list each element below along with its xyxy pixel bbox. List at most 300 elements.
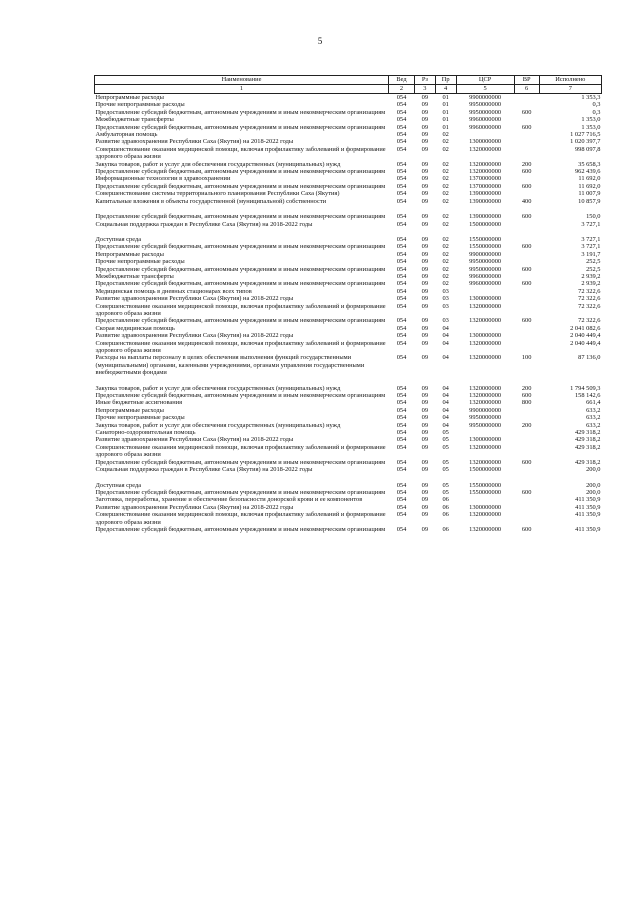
cell-rz: 09 bbox=[421, 258, 429, 266]
table-row bbox=[95, 124, 602, 131]
cell-name: Санаторно-оздоровительная помощь bbox=[95, 429, 196, 437]
cell-name: Социальная поддержка граждан в Республике Саха (Якутия) на 2018-2022 годы bbox=[95, 220, 313, 228]
cell-pr: 02 bbox=[442, 131, 449, 139]
cell-sum: 10 857,9 bbox=[578, 197, 601, 205]
cell-sum: 158 142,6 bbox=[574, 392, 601, 400]
cell-sum: 11 692,0 bbox=[578, 182, 601, 190]
cell-sum: 0,3 bbox=[592, 101, 601, 109]
table-row bbox=[95, 146, 602, 161]
cell-pr: 03 bbox=[442, 317, 449, 325]
cell-name: Развитие здравоохранения Республики Саха (Якутия) на 2018-2022 годы bbox=[95, 503, 294, 511]
table-row bbox=[95, 436, 602, 443]
cell-rz: 09 bbox=[421, 399, 429, 407]
cell-rz: 09 bbox=[421, 511, 429, 519]
cell-pr: 05 bbox=[442, 488, 449, 496]
cell-rz: 09 bbox=[421, 339, 429, 347]
cell-name: Прочие непрограммные расходы bbox=[95, 414, 185, 422]
table-row bbox=[95, 414, 602, 421]
column-header-ved: Вед bbox=[389, 76, 415, 85]
table-row bbox=[95, 332, 602, 339]
cell-vr bbox=[514, 303, 539, 318]
cell-ved: 054 bbox=[396, 250, 407, 258]
cell-pr: 05 bbox=[442, 458, 449, 466]
cell-sum: 1 353,0 bbox=[581, 123, 601, 131]
cell-pr: 02 bbox=[442, 197, 449, 205]
table-row bbox=[95, 198, 602, 213]
cell-rz: 09 bbox=[421, 116, 429, 124]
cell-vr bbox=[514, 190, 539, 197]
cell-vr bbox=[514, 444, 539, 459]
cell-pr: 02 bbox=[442, 220, 449, 228]
cell-sum: 3 727,1 bbox=[581, 220, 601, 228]
cell-csr: 1390000000 bbox=[469, 190, 502, 198]
table-row bbox=[95, 221, 602, 236]
cell-name: Совершенствование оказания медицинской помощи, включая профилактику заболеваний и формирование здорового образа жизни bbox=[95, 339, 386, 354]
cell-vr bbox=[514, 407, 539, 414]
cell-name: Развитие здравоохранения Республики Саха (Якутия) на 2018-2022 годы bbox=[95, 295, 294, 303]
cell-rz: 09 bbox=[421, 392, 429, 400]
cell-vr bbox=[514, 325, 539, 332]
cell-sum: 1 353,0 bbox=[581, 116, 601, 124]
cell-csr: 1320000000 bbox=[469, 145, 502, 153]
cell-csr bbox=[456, 131, 514, 138]
cell-name: Предоставление субсидий бюджетным, автономным учреждениям и иным некоммерческим организациям bbox=[95, 182, 386, 190]
table-row bbox=[95, 213, 602, 220]
table-row bbox=[95, 459, 602, 466]
cell-vr bbox=[514, 258, 539, 265]
column-number: 2 bbox=[389, 85, 415, 94]
cell-ved: 054 bbox=[396, 399, 407, 407]
cell-vr: 200 bbox=[521, 384, 532, 392]
cell-ved: 054 bbox=[396, 280, 407, 288]
cell-ved: 054 bbox=[396, 131, 407, 139]
cell-csr: 1320000000 bbox=[469, 443, 502, 451]
cell-name: Предоставление субсидий бюджетным, автономным учреждениям и иным некоммерческим организациям bbox=[95, 123, 386, 131]
cell-sum: 429 318,2 bbox=[574, 429, 601, 437]
cell-rz: 09 bbox=[421, 466, 429, 474]
table-row bbox=[95, 236, 602, 243]
cell-name: Развитие здравоохранения Республики Саха (Якутия) на 2018-2022 годы bbox=[95, 436, 294, 444]
cell-name: Капитальные вложения в объекты государственной (муниципальной) собственности bbox=[95, 197, 327, 205]
cell-pr: 02 bbox=[442, 145, 449, 153]
cell-pr: 04 bbox=[442, 414, 449, 422]
cell-csr: 9900000000 bbox=[469, 406, 502, 414]
table-row bbox=[95, 444, 602, 459]
cell-pr: 04 bbox=[442, 421, 449, 429]
table-row bbox=[95, 273, 602, 280]
cell-csr: 1390000000 bbox=[469, 213, 502, 221]
column-number: 3 bbox=[414, 85, 435, 94]
cell-rz: 09 bbox=[421, 488, 429, 496]
cell-sum: 2 040 449,4 bbox=[570, 339, 601, 347]
cell-vr bbox=[514, 138, 539, 145]
column-number-row bbox=[95, 85, 602, 94]
cell-csr: 1300000000 bbox=[469, 436, 502, 444]
cell-rz: 09 bbox=[421, 414, 429, 422]
cell-vr bbox=[514, 273, 539, 280]
cell-vr: 600 bbox=[521, 280, 532, 288]
budget-execution-table bbox=[94, 75, 602, 533]
table-row bbox=[95, 429, 602, 436]
cell-csr: 9950000000 bbox=[469, 108, 502, 116]
cell-ved: 054 bbox=[396, 108, 407, 116]
column-header-name: Наименование bbox=[95, 76, 389, 85]
cell-ved: 054 bbox=[396, 182, 407, 190]
cell-pr: 01 bbox=[442, 123, 449, 131]
cell-ved: 054 bbox=[396, 488, 407, 496]
cell-vr: 600 bbox=[521, 168, 532, 176]
cell-rz: 09 bbox=[421, 421, 429, 429]
table-row bbox=[95, 101, 602, 108]
cell-rz: 09 bbox=[421, 175, 429, 183]
table-row bbox=[95, 161, 602, 168]
cell-rz: 09 bbox=[421, 384, 429, 392]
cell-sum: 72 322,6 bbox=[578, 295, 601, 303]
cell-pr: 05 bbox=[442, 443, 449, 451]
cell-sum: 429 318,2 bbox=[574, 436, 601, 444]
cell-vr: 600 bbox=[521, 213, 532, 221]
cell-sum: 2 041 082,6 bbox=[570, 324, 601, 332]
cell-pr: 04 bbox=[442, 406, 449, 414]
column-number: 1 bbox=[95, 85, 389, 94]
cell-ved: 054 bbox=[396, 443, 407, 451]
cell-csr: 9900000000 bbox=[469, 250, 502, 258]
cell-name: Развитие здравоохранения Республики Саха (Якутия) на 2018-2022 годы bbox=[95, 138, 294, 146]
cell-name: Прочие непрограммные расходы bbox=[95, 101, 185, 109]
cell-ved: 054 bbox=[396, 429, 407, 437]
cell-rz: 09 bbox=[421, 496, 429, 504]
cell-pr: 01 bbox=[442, 108, 449, 116]
cell-vr bbox=[514, 511, 539, 526]
cell-name: Скорая медицинская помощь bbox=[95, 324, 175, 332]
cell-ved: 054 bbox=[396, 466, 407, 474]
cell-sum: 411 350,9 bbox=[575, 503, 601, 511]
cell-pr: 02 bbox=[442, 160, 449, 168]
column-number: 6 bbox=[514, 85, 539, 94]
cell-csr: 1550000000 bbox=[469, 235, 502, 243]
cell-rz: 09 bbox=[421, 332, 429, 340]
cell-rz: 09 bbox=[421, 182, 429, 190]
cell-csr: 9960000000 bbox=[469, 116, 502, 124]
cell-pr: 04 bbox=[442, 399, 449, 407]
cell-ved: 054 bbox=[396, 94, 407, 101]
cell-name: Иные бюджетные ассигнования bbox=[95, 399, 183, 407]
cell-name: Предоставление субсидий бюджетным, автономным учреждениям и иным некоммерческим организациям bbox=[95, 243, 386, 251]
cell-vr bbox=[514, 429, 539, 436]
cell-vr: 600 bbox=[521, 182, 532, 190]
cell-vr: 600 bbox=[521, 123, 532, 131]
cell-vr: 800 bbox=[521, 399, 532, 407]
cell-vr: 200 bbox=[521, 421, 532, 429]
cell-pr: 06 bbox=[442, 496, 449, 504]
cell-ved: 054 bbox=[396, 436, 407, 444]
cell-csr: 1550000000 bbox=[469, 488, 502, 496]
cell-name: Расходы на выплаты персоналу в целях обеспечения выполнения функций государственными (муниципальными) органами, казенными учреждениями, органами управления государственными внебюджетными фондами bbox=[95, 354, 365, 377]
cell-rz: 09 bbox=[421, 324, 429, 332]
cell-name: Непрограммные расходы bbox=[95, 94, 164, 101]
cell-name: Медицинская помощь в дневных стационарах всех типов bbox=[95, 287, 252, 295]
cell-pr: 04 bbox=[442, 339, 449, 347]
cell-pr: 02 bbox=[442, 265, 449, 273]
cell-rz: 09 bbox=[421, 123, 429, 131]
cell-pr: 02 bbox=[442, 272, 449, 280]
cell-sum: 411 350,9 bbox=[575, 496, 601, 504]
cell-ved: 054 bbox=[396, 295, 407, 303]
cell-pr: 04 bbox=[442, 324, 449, 332]
cell-name: Непрограммные расходы bbox=[95, 406, 164, 414]
cell-name: Развитие здравоохранения Республики Саха (Якутия) на 2018-2022 годы bbox=[95, 332, 294, 340]
cell-rz: 09 bbox=[421, 317, 429, 325]
cell-ved: 054 bbox=[396, 511, 407, 519]
cell-pr: 06 bbox=[442, 503, 449, 511]
cell-rz: 09 bbox=[421, 443, 429, 451]
cell-sum: 3 191,7 bbox=[581, 250, 601, 258]
table-body bbox=[95, 94, 602, 534]
cell-name: Предоставление субсидий бюджетным, автономным учреждениям и иным некоммерческим организациям bbox=[95, 108, 386, 116]
cell-pr: 05 bbox=[442, 481, 449, 489]
cell-csr: 1320000000 bbox=[469, 525, 502, 533]
cell-pr: 02 bbox=[442, 175, 449, 183]
cell-ved: 054 bbox=[396, 243, 407, 251]
cell-rz: 09 bbox=[421, 458, 429, 466]
cell-csr bbox=[456, 325, 514, 332]
cell-ved: 054 bbox=[396, 481, 407, 489]
cell-vr: 600 bbox=[521, 265, 532, 273]
cell-pr: 02 bbox=[442, 138, 449, 146]
cell-vr bbox=[514, 504, 539, 511]
cell-name: Предоставление субсидий бюджетным, автономным учреждениям и иным некоммерческим организациям bbox=[95, 168, 386, 176]
cell-vr: 400 bbox=[521, 197, 532, 205]
cell-vr bbox=[514, 101, 539, 108]
cell-csr bbox=[456, 288, 514, 295]
cell-rz: 09 bbox=[421, 429, 429, 437]
cell-rz: 09 bbox=[421, 436, 429, 444]
cell-ved: 054 bbox=[396, 123, 407, 131]
cell-vr bbox=[514, 146, 539, 161]
cell-pr: 02 bbox=[442, 243, 449, 251]
table-row bbox=[95, 489, 602, 496]
column-number: 4 bbox=[435, 85, 456, 94]
cell-csr: 1320000000 bbox=[469, 160, 502, 168]
cell-csr: 1300000000 bbox=[469, 138, 502, 146]
cell-ved: 054 bbox=[396, 213, 407, 221]
table-row bbox=[95, 168, 602, 175]
cell-csr: 9950000000 bbox=[469, 421, 502, 429]
cell-sum: 35 658,3 bbox=[578, 160, 601, 168]
cell-csr: 1320000000 bbox=[469, 511, 502, 519]
cell-name: Социальная поддержка граждан в Республике Саха (Якутия) на 2018-2022 годы bbox=[95, 466, 313, 474]
cell-sum: 633,2 bbox=[586, 421, 601, 429]
cell-vr bbox=[514, 116, 539, 123]
cell-pr: 02 bbox=[442, 280, 449, 288]
cell-sum: 0,3 bbox=[592, 108, 601, 116]
cell-name: Совершенствование оказания медицинской помощи, включая профилактику заболеваний и формирование здорового образа жизни bbox=[95, 443, 386, 459]
column-header-rz: Рз bbox=[414, 76, 435, 85]
cell-pr: 04 bbox=[442, 354, 449, 362]
cell-pr: 02 bbox=[442, 190, 449, 198]
table-row bbox=[95, 190, 602, 197]
cell-pr: 02 bbox=[442, 182, 449, 190]
table-row bbox=[95, 94, 602, 102]
cell-rz: 09 bbox=[421, 280, 429, 288]
cell-csr: 9950000000 bbox=[469, 101, 502, 109]
cell-csr: 9960000000 bbox=[469, 280, 502, 288]
cell-pr: 03 bbox=[442, 302, 449, 310]
cell-rz: 09 bbox=[421, 138, 429, 146]
cell-ved: 054 bbox=[396, 414, 407, 422]
cell-csr: 1320000000 bbox=[469, 354, 502, 362]
table-row bbox=[95, 325, 602, 332]
cell-name: Заготовка, переработка, хранение и обеспечение безопасности донорской крови и ее компонентов bbox=[95, 496, 363, 504]
cell-vr bbox=[514, 436, 539, 443]
table-row bbox=[95, 399, 602, 406]
cell-sum: 2 939,2 bbox=[581, 272, 601, 280]
cell-sum: 1 027 716,5 bbox=[570, 131, 601, 139]
table-row bbox=[95, 504, 602, 511]
table-row bbox=[95, 354, 602, 384]
cell-ved: 054 bbox=[396, 496, 407, 504]
cell-csr: 1370000000 bbox=[469, 175, 502, 183]
cell-sum: 72 322,6 bbox=[578, 302, 601, 310]
cell-ved: 054 bbox=[396, 101, 407, 109]
cell-csr: 1320000000 bbox=[469, 168, 502, 176]
table-row bbox=[95, 266, 602, 273]
cell-ved: 054 bbox=[396, 258, 407, 266]
cell-csr: 9960000000 bbox=[469, 272, 502, 280]
table-row bbox=[95, 407, 602, 414]
cell-vr: 600 bbox=[521, 108, 532, 116]
cell-csr: 1300000000 bbox=[469, 332, 502, 340]
table-row bbox=[95, 243, 602, 250]
cell-ved: 054 bbox=[396, 138, 407, 146]
cell-sum: 411 350,9 bbox=[575, 511, 601, 519]
cell-ved: 054 bbox=[396, 503, 407, 511]
cell-ved: 054 bbox=[396, 190, 407, 198]
cell-csr: 1320000000 bbox=[469, 392, 502, 400]
table-row bbox=[95, 511, 602, 526]
cell-sum: 3 727,1 bbox=[581, 235, 601, 243]
column-header-sum: Исполнено bbox=[539, 76, 601, 85]
cell-vr: 600 bbox=[521, 243, 532, 251]
cell-ved: 054 bbox=[396, 525, 407, 533]
cell-ved: 054 bbox=[396, 175, 407, 183]
cell-vr bbox=[514, 131, 539, 138]
cell-pr: 02 bbox=[442, 258, 449, 266]
table-row bbox=[95, 466, 602, 481]
cell-csr: 9900000000 bbox=[469, 94, 502, 101]
cell-ved: 054 bbox=[396, 332, 407, 340]
cell-sum: 2 040 449,4 bbox=[570, 332, 601, 340]
cell-csr: 1370000000 bbox=[469, 182, 502, 190]
cell-sum: 3 727,1 bbox=[581, 243, 601, 251]
cell-sum: 1 794 509,3 bbox=[570, 384, 601, 392]
cell-rz: 09 bbox=[421, 354, 429, 362]
cell-pr: 02 bbox=[442, 250, 449, 258]
cell-rz: 09 bbox=[421, 265, 429, 273]
cell-rz: 09 bbox=[421, 295, 429, 303]
cell-sum: 200,0 bbox=[586, 466, 601, 474]
cell-name: Предоставление субсидий бюджетным, автономным учреждениям и иным некоммерческим организациям bbox=[95, 458, 386, 466]
cell-csr: 9950000000 bbox=[469, 258, 502, 266]
cell-rz: 09 bbox=[421, 168, 429, 176]
cell-rz: 09 bbox=[421, 108, 429, 116]
cell-pr: 01 bbox=[442, 101, 449, 109]
cell-sum: 252,5 bbox=[586, 258, 601, 266]
page-number: 5 bbox=[317, 36, 323, 46]
cell-rz: 09 bbox=[421, 160, 429, 168]
cell-sum: 252,5 bbox=[586, 265, 601, 273]
cell-csr: 1300000000 bbox=[469, 503, 502, 511]
cell-ved: 054 bbox=[396, 317, 407, 325]
cell-csr: 1390000000 bbox=[469, 197, 502, 205]
table-row bbox=[95, 303, 602, 318]
cell-sum: 998 097,8 bbox=[574, 145, 601, 153]
cell-csr: 1500000000 bbox=[469, 220, 502, 228]
cell-sum: 411 350,9 bbox=[575, 525, 601, 533]
cell-vr bbox=[514, 482, 539, 489]
cell-vr: 600 bbox=[521, 525, 532, 533]
cell-ved: 054 bbox=[396, 145, 407, 153]
cell-pr: 02 bbox=[442, 213, 449, 221]
cell-ved: 054 bbox=[396, 384, 407, 392]
cell-name: Предоставление субсидий бюджетным, автономным учреждениям и иным некоммерческим организациям bbox=[95, 525, 386, 533]
cell-name: Предоставление субсидий бюджетным, автономным учреждениям и иным некоммерческим организациям bbox=[95, 280, 386, 288]
table-row bbox=[95, 422, 602, 429]
cell-ved: 054 bbox=[396, 116, 407, 124]
cell-pr: 01 bbox=[442, 94, 449, 101]
cell-rz: 09 bbox=[421, 287, 429, 295]
cell-pr: 06 bbox=[442, 511, 449, 519]
cell-vr bbox=[514, 414, 539, 421]
cell-ved: 054 bbox=[396, 265, 407, 273]
table-row bbox=[95, 482, 602, 489]
table-row bbox=[95, 392, 602, 399]
cell-rz: 09 bbox=[421, 145, 429, 153]
cell-ved: 054 bbox=[396, 392, 407, 400]
cell-sum: 11 692,0 bbox=[578, 175, 601, 183]
cell-csr bbox=[456, 429, 514, 436]
cell-csr: 9960000000 bbox=[469, 123, 502, 131]
cell-vr bbox=[514, 288, 539, 295]
cell-csr: 1550000000 bbox=[469, 243, 502, 251]
cell-csr: 1320000000 bbox=[469, 399, 502, 407]
cell-rz: 09 bbox=[421, 190, 429, 198]
cell-rz: 09 bbox=[421, 272, 429, 280]
cell-sum: 1 353,3 bbox=[581, 94, 601, 101]
table-row bbox=[95, 131, 602, 138]
cell-name: Совершенствование оказания медицинской помощи, включая профилактику заболеваний и формирование здорового образа жизни bbox=[95, 145, 386, 161]
column-header-csr: ЦСР bbox=[456, 76, 514, 85]
cell-sum: 200,0 bbox=[586, 481, 601, 489]
cell-csr: 1300000000 bbox=[469, 295, 502, 303]
column-header-vr: ВР bbox=[514, 76, 539, 85]
cell-csr: 1550000000 bbox=[469, 481, 502, 489]
cell-name: Амбулаторная помощь bbox=[95, 131, 158, 139]
cell-name: Совершенствование системы территориального планирования Республики Саха (Якутия) bbox=[95, 190, 340, 198]
cell-name: Доступная среда bbox=[95, 235, 142, 243]
table-row bbox=[95, 175, 602, 182]
cell-vr bbox=[514, 340, 539, 355]
cell-sum: 2 939,2 bbox=[581, 280, 601, 288]
table-row bbox=[95, 183, 602, 190]
table-row bbox=[95, 295, 602, 302]
cell-rz: 09 bbox=[421, 101, 429, 109]
cell-ved: 054 bbox=[396, 197, 407, 205]
cell-pr: 03 bbox=[442, 287, 449, 295]
cell-vr: 600 bbox=[521, 488, 532, 496]
cell-csr: 1320000000 bbox=[469, 339, 502, 347]
cell-ved: 054 bbox=[396, 324, 407, 332]
